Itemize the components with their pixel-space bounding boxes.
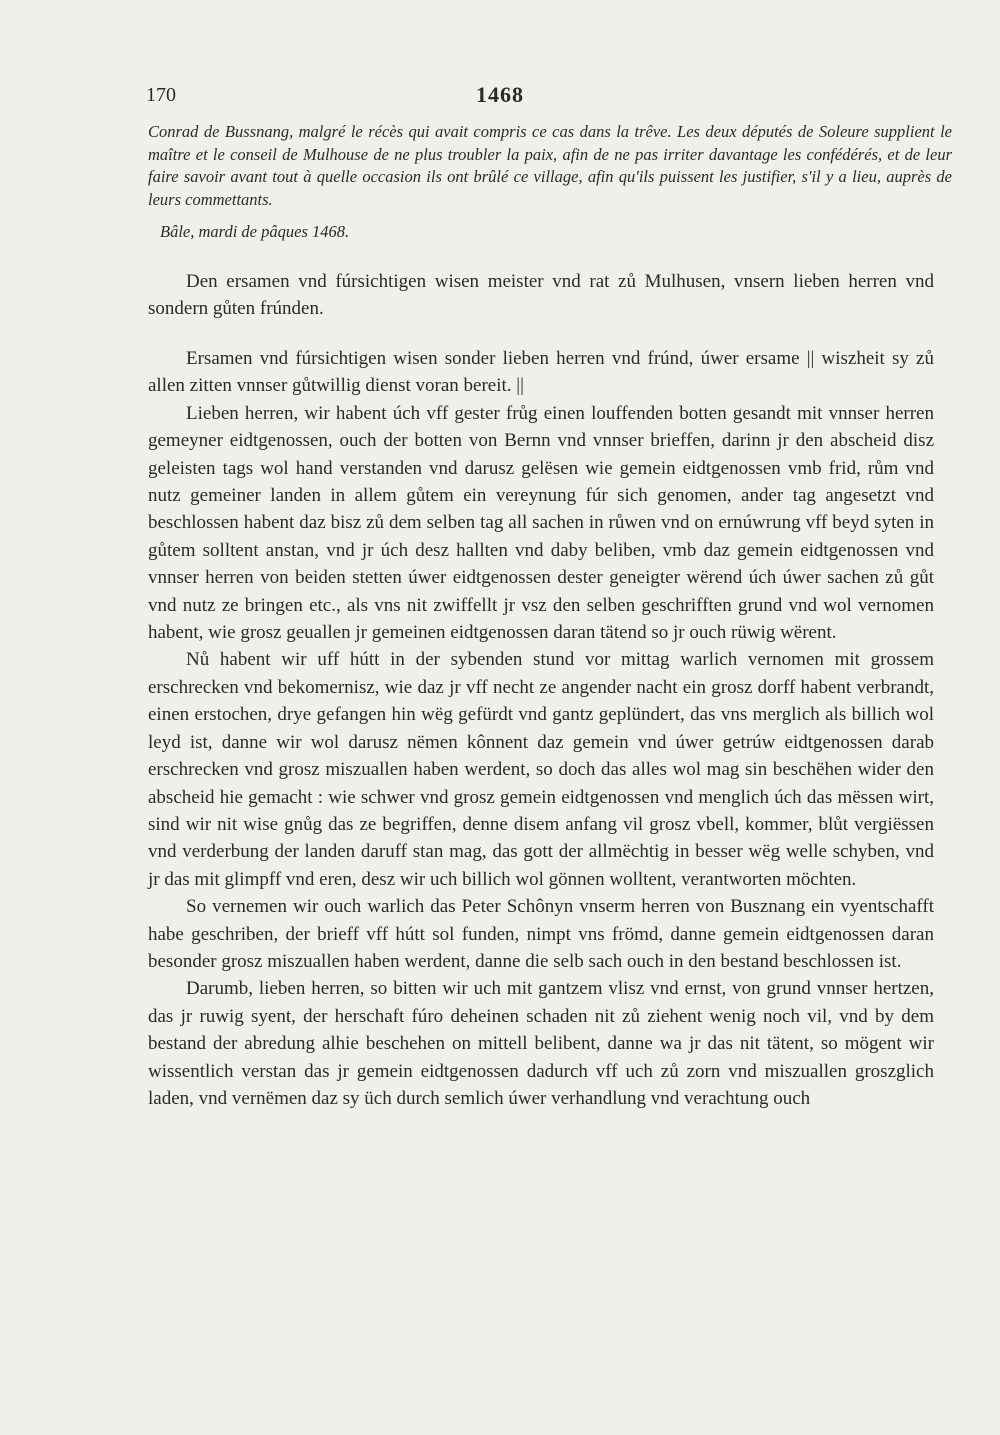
paragraph: So vernemen wir ouch warlich das Peter Schônyn vnserm herren von Busznang ein vyentschafft habe geschriben, der brieff vff hútt sol funden, nimpt vns frömd, danne gemein eidtgenossen daran besonder grosz miszuallen haben werdent, danne die selb sach ouch in den bestand beschlossen ist. — [148, 896, 934, 972]
paragraph: Darumb, lieben herren, so bitten wir uch mit gantzem vlisz vnd ernst, von grund vnnser hertzen, das jr ruwig syent, der herschaft fúro deheinen schaden nit zů ziehent wenig noch vil, vnd by dem bestand der abredung alhie beschehen on mittell belibent, danne wa jr das nit tätent, so mögent wir wissentlich verstan das jr gemein eidtgenossen dadurch vff uch zů zorn vnd miszuallen groszglich laden, vnd vernëmen daz sy üch durch semlich úwer verhandlung vnd verachtung ouch — [148, 978, 934, 1109]
paragraph: Nů habent wir uff hútt in der sybenden stund vor mittag warlich vernomen mit grossem erschrecken vnd bekomernisz, wie daz jr vff necht ze angender nacht ein grosz dorff habent verbrandt, einen erstochen, drye gefangen hin wëg gefürdt vnd gantz geplündert, das vns merglich als billich wol leyd ist, danne wir wol darusz nëmen kônnent daz gemein vnd úwer getrúw eidtgenossen darab erschrecken vnd grosz miszuallen haben werdent, so doch das alles wol mag sin beschëhen wider den abscheid hie gemacht : wie schwer vnd grosz gemein eidtgenossen vnd menglich úch das mëssen wirt, sind wir nit wise gnůg das ze begriffen, denne disem anfang vil grosz vbell, kommer, blůt vergiëssen vnd verderbung der landen daruff stan mag, das gott der allmëchtig in besser wëg welle schyben, vnd jr das mit glimpff vnd eren, desz wir uch billich wol gönnen wolltent, verantworten möchten. — [148, 649, 934, 890]
page-number: 170 — [146, 84, 176, 106]
letter-address — [148, 268, 934, 322]
dateline: Bâle, mardi de pâques 1468. — [160, 222, 350, 241]
paragraph-salutation: Ersamen vnd fúrsichtigen wisen sonder lieben herren vnd frúnd, úwer ersame || wiszheit sy zů allen zitten vnnser gůtwillig dienst voran bereit. || — [148, 348, 934, 397]
french-summary — [148, 121, 952, 211]
paragraph: Lieben herren, wir habent úch vff gester frůg einen louffenden botten gesandt mit vnnser herren gemeyner eidtgenossen, ouch der botten von Bernn vnd vnnser brieffen, darinn jr den abscheid disz geleisten tags wol hand verstanden vnd darusz gelësen wie gemein eidtgenossen vmb frid, rům vnd nutz gemeiner landen in allem gůtem ein vereynung fúr sich genomen, ander tag angesetzt vnd beschlossen habent daz bisz zů dem selben tag all sachen in růwen vnd on ernúwrung vff beyd syten in gůtem solltent anstan, vnd jr úch desz hallten vnd daby beliben, vmb daz gemein eidtgenossen vnd vnnser herren von beiden stetten úwer eidtgenossen dester geneigter wërend úch úwer sachen zů gůt vnd nutz ze bringen etc., als vns nit zwiffellt jr vsz den selben geschrifften grund vnd wol vernomen habent, wie grosz geuallen jr gemeinen eidtgenossen daran tätend so jr ouch rüwig wërent. — [148, 402, 934, 644]
running-title: 1468 — [476, 82, 524, 107]
summary-text: Conrad de Bussnang, malgré le récès qui avait compris ce cas dans la trêve. Les deux députés de Soleure supplient le maître et le conseil de Mulhouse de ne plus troubler la paix, afin de ne pas irriter davantage les confédérés, et de leur faire savoir avant tout à quelle occasion ils ont brûlé ce village, afin qu'ils puissent les justifier, s'il y a lieu, auprès de leurs commettants. — [148, 122, 952, 209]
address-text: Den ersamen vnd fúrsichtigen wisen meister vnd rat zů Mulhusen, vnsern lieben herren vnd sondern gůten frúnden. — [148, 271, 934, 319]
letter-body — [148, 345, 934, 1112]
